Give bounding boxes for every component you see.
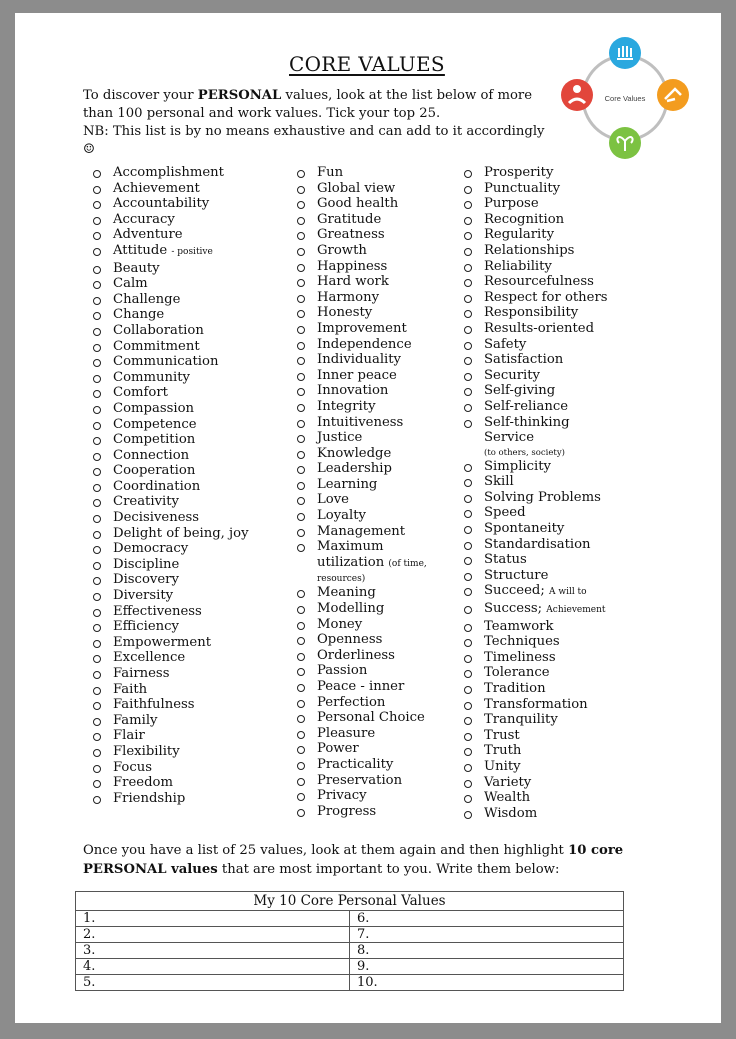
value-label: Inner peace xyxy=(317,367,397,383)
value-label: Fairness xyxy=(113,666,170,681)
list-item[interactable] xyxy=(294,305,427,321)
value-label: Communication xyxy=(113,354,219,370)
value-label: Standardisation xyxy=(484,536,591,552)
value-label: Love xyxy=(317,492,349,508)
list-item[interactable] xyxy=(461,743,608,759)
value-label: Wealth xyxy=(484,790,531,806)
value-note: - positive xyxy=(171,246,213,257)
value-label: Flair xyxy=(113,728,145,744)
value-label: Relationships xyxy=(484,242,575,258)
table-header: My 10 Core Personal Values xyxy=(76,892,624,911)
value-label: Wisdom xyxy=(484,805,538,821)
value-label: Fun xyxy=(317,165,344,180)
value-label: Integrity xyxy=(317,398,376,414)
value-label: Calm xyxy=(113,276,148,292)
list-item[interactable] xyxy=(461,352,608,368)
value-slot-cell[interactable]: 1. xyxy=(76,911,350,927)
list-item[interactable] xyxy=(461,305,608,321)
list-item[interactable] xyxy=(90,261,249,277)
list-item[interactable] xyxy=(461,274,608,290)
list-item[interactable] xyxy=(90,494,249,510)
list-item[interactable] xyxy=(294,679,427,695)
value-label: Collaboration xyxy=(113,322,204,338)
list-item[interactable] xyxy=(90,354,249,370)
value-slot-cell[interactable]: 9. xyxy=(350,959,624,975)
list-item[interactable] xyxy=(294,773,427,789)
list-item[interactable] xyxy=(294,337,427,353)
value-label: Creativity xyxy=(113,494,179,510)
list-item[interactable] xyxy=(294,430,427,446)
list-item[interactable] xyxy=(90,557,249,573)
list-item[interactable] xyxy=(90,744,249,760)
value-label: Resourcefulness xyxy=(484,274,594,290)
list-item[interactable] xyxy=(90,619,249,635)
value-label: Discipline xyxy=(113,556,180,572)
list-item[interactable] xyxy=(90,697,249,713)
list-item[interactable] xyxy=(294,415,427,431)
table-row xyxy=(76,927,624,943)
intro-note: NB: This list is by no means exhaustive and can add to it accordingly☺ xyxy=(83,124,545,157)
outro-pre: Once you have a list of 25 values, look at them again and then highlight xyxy=(83,843,569,858)
value-label: Accountability xyxy=(113,196,210,212)
value-label: Accuracy xyxy=(113,211,175,227)
list-item[interactable] xyxy=(294,196,427,212)
list-item[interactable] xyxy=(294,741,427,757)
list-item[interactable] xyxy=(461,712,608,728)
intro-text-post: values, look at the list below of more than 100 personal and work values. Tick your top 25. xyxy=(83,88,533,121)
value-label: Power xyxy=(317,741,359,757)
intro-text xyxy=(83,87,553,159)
list-item[interactable] xyxy=(90,775,249,791)
value-slot-cell[interactable]: 6. xyxy=(350,911,624,927)
value-label: Responsibility xyxy=(484,305,579,321)
list-item[interactable] xyxy=(294,757,427,773)
left-segment-icon xyxy=(561,79,593,111)
list-item[interactable] xyxy=(461,790,608,806)
value-label: Security xyxy=(484,367,540,383)
list-item[interactable] xyxy=(461,759,608,775)
value-label: Satisfaction xyxy=(484,352,564,368)
value-label: Modelling xyxy=(317,601,385,617)
value-label: Coordination xyxy=(113,478,201,494)
list-item[interactable] xyxy=(90,635,249,651)
value-label: Cooperation xyxy=(113,463,196,479)
value-label: Practicality xyxy=(317,756,394,772)
list-item[interactable] xyxy=(461,212,608,228)
value-slot-cell[interactable]: 5. xyxy=(76,975,350,991)
value-label: Global view xyxy=(317,180,396,196)
value-label: Honesty xyxy=(317,305,373,321)
value-label: Pleasure xyxy=(317,725,376,741)
value-label: Efficiency xyxy=(113,619,179,635)
value-label: Knowledge xyxy=(317,445,392,461)
list-item[interactable] xyxy=(461,537,608,553)
list-item[interactable] xyxy=(294,804,427,820)
value-label: Safety xyxy=(484,336,527,352)
value-label: Diversity xyxy=(113,588,174,604)
outro-text xyxy=(83,841,643,879)
list-item[interactable] xyxy=(90,604,249,620)
list-item[interactable] xyxy=(461,728,608,744)
value-label: Reliability xyxy=(484,258,552,274)
list-item[interactable] xyxy=(90,227,249,243)
value-label: Simplicity xyxy=(484,458,551,474)
value-label: Improvement xyxy=(317,320,407,336)
list-item[interactable] xyxy=(90,212,249,228)
value-label: Techniques xyxy=(484,634,560,650)
list-item[interactable] xyxy=(294,524,427,540)
value-label: Flexibility xyxy=(113,743,180,759)
value-label: Faith xyxy=(113,681,148,697)
value-label: Leadership xyxy=(317,461,392,477)
value-label: Adventure xyxy=(113,227,183,243)
list-item[interactable] xyxy=(461,337,608,353)
value-label: Compassion xyxy=(113,400,195,416)
table-row xyxy=(76,943,624,959)
value-label: Harmony xyxy=(317,289,380,305)
value-label: Empowerment xyxy=(113,634,212,650)
maximum-label: Maximum xyxy=(317,539,384,555)
core-values-table xyxy=(75,891,624,991)
value-label: Loyalty xyxy=(317,508,366,524)
list-item[interactable] xyxy=(461,399,608,415)
value-label: Self-giving xyxy=(484,383,556,399)
list-item[interactable] xyxy=(461,650,608,666)
list-item[interactable] xyxy=(461,259,608,275)
list-item[interactable] xyxy=(294,632,427,648)
list-item[interactable] xyxy=(461,459,608,475)
value-label: Perfection xyxy=(317,694,386,710)
list-item[interactable] xyxy=(294,399,427,415)
value-label: Orderliness xyxy=(317,647,395,663)
value-label: Structure xyxy=(484,567,549,583)
worksheet-page xyxy=(15,13,721,1023)
list-item[interactable] xyxy=(461,165,608,181)
value-label: Preservation xyxy=(317,772,403,788)
values-column-2 xyxy=(294,165,427,819)
list-item-continuation xyxy=(294,555,427,573)
list-item[interactable] xyxy=(294,243,427,259)
list-item[interactable] xyxy=(294,181,427,197)
list-item[interactable] xyxy=(294,461,427,477)
value-label: Speed xyxy=(484,505,526,521)
list-item[interactable] xyxy=(90,588,249,604)
value-label: Democracy xyxy=(113,541,189,557)
values-column-3 xyxy=(461,165,608,821)
list-item[interactable] xyxy=(90,307,249,323)
value-label: Happiness xyxy=(317,258,388,274)
value-slot-cell[interactable]: 10. xyxy=(350,975,624,991)
list-item-continuation xyxy=(461,430,608,446)
list-item[interactable] xyxy=(294,726,427,742)
value-label: Focus xyxy=(113,759,153,775)
list-item[interactable] xyxy=(461,227,608,243)
succeed-label: Succeed; xyxy=(484,583,545,599)
value-label: Intuitiveness xyxy=(317,414,404,430)
service-label: Service xyxy=(484,430,535,446)
value-label: Truth xyxy=(484,743,522,759)
list-item[interactable] xyxy=(294,321,427,337)
list-item[interactable] xyxy=(294,446,427,462)
value-label: Transformation xyxy=(484,696,588,712)
list-item[interactable] xyxy=(90,165,249,181)
list-item[interactable] xyxy=(461,583,608,601)
list-item[interactable] xyxy=(461,619,608,635)
list-item[interactable] xyxy=(90,541,249,557)
outro-post: that are most important to you. Write them below: xyxy=(217,862,560,877)
value-label: Spontaneity xyxy=(484,521,565,537)
value-slot-cell[interactable]: 4. xyxy=(76,959,350,975)
intro-bold-personal: PERSONAL xyxy=(197,88,282,103)
value-label: Greatness xyxy=(317,227,385,243)
list-item[interactable] xyxy=(90,526,249,542)
list-item[interactable] xyxy=(90,181,249,197)
value-label: Prosperity xyxy=(484,165,554,180)
value-label: Effectiveness xyxy=(113,603,202,619)
value-label: Personal Choice xyxy=(317,710,425,726)
value-label: Attitude xyxy=(113,242,168,258)
list-item[interactable] xyxy=(294,663,427,679)
outro-bold: 10 core PERSONAL values xyxy=(83,843,624,877)
value-slot-cell[interactable]: 8. xyxy=(350,943,624,959)
list-item[interactable] xyxy=(461,243,608,259)
value-label: Innovation xyxy=(317,383,389,399)
list-item[interactable] xyxy=(294,290,427,306)
list-item[interactable] xyxy=(90,292,249,308)
value-label: Unity xyxy=(484,758,521,774)
list-item[interactable] xyxy=(90,385,249,401)
value-label: Change xyxy=(113,307,165,323)
value-label: Decisiveness xyxy=(113,510,200,526)
value-label: Recognition xyxy=(484,211,565,227)
value-label: Privacy xyxy=(317,788,367,804)
service-note: (to others, society) xyxy=(484,447,565,458)
list-item[interactable] xyxy=(294,227,427,243)
intro-paragraph xyxy=(83,87,553,123)
value-label: Hard work xyxy=(317,274,389,290)
list-item[interactable] xyxy=(461,415,608,431)
value-label: Tolerance xyxy=(484,665,550,681)
value-label: Results-oriented xyxy=(484,320,595,336)
list-item[interactable] xyxy=(294,695,427,711)
list-item[interactable] xyxy=(461,181,608,197)
value-label: Friendship xyxy=(113,790,186,806)
list-item[interactable] xyxy=(90,463,249,479)
value-label: Competition xyxy=(113,432,196,448)
right-segment-icon xyxy=(657,79,689,111)
list-item[interactable] xyxy=(461,775,608,791)
value-label: Tradition xyxy=(484,681,546,696)
list-item[interactable] xyxy=(90,276,249,292)
list-item-continuation xyxy=(294,572,427,585)
value-label: Meaning xyxy=(317,585,376,601)
list-item[interactable] xyxy=(294,539,427,555)
list-item[interactable] xyxy=(294,788,427,804)
list-item[interactable] xyxy=(90,666,249,682)
value-slot-cell[interactable]: 7. xyxy=(350,927,624,943)
value-label: Commitment xyxy=(113,338,200,354)
value-label: Accomplishment xyxy=(113,165,224,180)
list-item[interactable] xyxy=(294,352,427,368)
list-item[interactable] xyxy=(294,617,427,633)
list-item[interactable] xyxy=(294,212,427,228)
value-label: Delight of being, joy xyxy=(113,525,249,541)
list-item[interactable] xyxy=(294,477,427,493)
value-label: Gratitude xyxy=(317,211,382,227)
value-label: Family xyxy=(113,712,158,728)
value-slot-cell[interactable]: 2. xyxy=(76,927,350,943)
list-item[interactable] xyxy=(461,568,608,584)
list-item[interactable] xyxy=(461,505,608,521)
list-item[interactable] xyxy=(461,806,608,822)
value-label: Solving Problems xyxy=(484,489,601,505)
value-label: Achievement xyxy=(113,180,200,196)
list-item[interactable] xyxy=(90,572,249,588)
value-label: Money xyxy=(317,616,363,632)
list-item[interactable] xyxy=(461,681,608,697)
list-item[interactable] xyxy=(90,682,249,698)
maximum-note: (of time, xyxy=(388,558,427,569)
value-label: Trust xyxy=(484,727,520,743)
list-item[interactable] xyxy=(461,196,608,212)
list-item[interactable] xyxy=(90,760,249,776)
value-label: Independence xyxy=(317,336,412,352)
value-label: Variety xyxy=(484,774,532,790)
value-label: Status xyxy=(484,552,527,568)
value-label: Punctuality xyxy=(484,180,561,196)
value-label: Management xyxy=(317,523,406,539)
list-item[interactable] xyxy=(461,601,608,619)
list-item[interactable] xyxy=(461,490,608,506)
value-label: Learning xyxy=(317,476,378,492)
list-item[interactable] xyxy=(461,290,608,306)
value-label: Respect for others xyxy=(484,289,608,305)
value-label: Growth xyxy=(317,242,367,258)
value-label: Competence xyxy=(113,416,197,432)
list-item[interactable] xyxy=(90,196,249,212)
value-label: Tranquility xyxy=(484,712,558,728)
list-item[interactable] xyxy=(90,713,249,729)
list-item[interactable] xyxy=(461,321,608,337)
value-label: Skill xyxy=(484,474,514,490)
value-label: Self-thinking xyxy=(484,414,570,430)
list-item[interactable] xyxy=(461,665,608,681)
list-item[interactable] xyxy=(461,552,608,568)
list-item[interactable] xyxy=(294,259,427,275)
list-item[interactable] xyxy=(294,274,427,290)
succeed-note: A will to xyxy=(549,587,587,598)
value-label: Self-reliance xyxy=(484,398,569,414)
table-row xyxy=(76,959,624,975)
list-item[interactable] xyxy=(90,370,249,386)
list-item[interactable] xyxy=(294,165,427,181)
maximum-note-2: resources) xyxy=(317,574,366,585)
list-item[interactable] xyxy=(90,243,249,261)
list-item[interactable] xyxy=(461,521,608,537)
value-label: Purpose xyxy=(484,196,539,212)
value-label: Timeliness xyxy=(484,649,556,665)
list-item[interactable] xyxy=(90,448,249,464)
value-label: Peace - inner xyxy=(317,679,405,694)
list-item[interactable] xyxy=(461,474,608,490)
top-segment-icon xyxy=(609,37,641,69)
intro-text-pre: To discover your xyxy=(83,88,198,103)
value-label: Faithfulness xyxy=(113,697,195,713)
value-label: Progress xyxy=(317,803,377,819)
value-label: Good health xyxy=(317,196,399,212)
list-item[interactable] xyxy=(461,634,608,650)
page-title: CORE VALUES xyxy=(289,52,445,76)
list-item[interactable] xyxy=(90,791,249,807)
value-label: Individuality xyxy=(317,352,402,368)
list-item[interactable] xyxy=(90,401,249,417)
list-item[interactable] xyxy=(461,697,608,713)
success-note: Achievement xyxy=(546,605,606,616)
list-item[interactable] xyxy=(294,383,427,399)
value-label: Teamwork xyxy=(484,618,554,634)
list-item[interactable] xyxy=(294,585,427,601)
list-item[interactable] xyxy=(461,368,608,384)
list-item[interactable] xyxy=(90,728,249,744)
list-item[interactable] xyxy=(294,492,427,508)
list-item[interactable] xyxy=(90,417,249,433)
value-label: Connection xyxy=(113,447,190,463)
list-item[interactable] xyxy=(294,368,427,384)
list-item[interactable] xyxy=(294,710,427,726)
list-item-continuation xyxy=(461,446,608,459)
list-item[interactable] xyxy=(90,323,249,339)
core-values-logo xyxy=(555,33,695,161)
list-item[interactable] xyxy=(294,648,427,664)
value-label: Openness xyxy=(317,632,383,648)
list-item[interactable] xyxy=(90,339,249,355)
list-item[interactable] xyxy=(90,479,249,495)
table-row xyxy=(76,911,624,927)
value-label: Discovery xyxy=(113,572,179,588)
table-row xyxy=(76,975,624,991)
list-item[interactable] xyxy=(294,508,427,524)
success-label: Success; xyxy=(484,601,543,617)
values-column-1 xyxy=(90,165,249,806)
logo-center-text: Core Values xyxy=(604,94,646,103)
list-item[interactable] xyxy=(90,432,249,448)
value-label: Passion xyxy=(317,663,368,679)
value-label: Comfort xyxy=(113,385,168,401)
value-slot-cell[interactable]: 3. xyxy=(76,943,350,959)
utilization-label: utilization xyxy=(317,554,385,570)
value-label: Community xyxy=(113,369,190,385)
list-item[interactable] xyxy=(461,383,608,399)
value-label: Challenge xyxy=(113,291,181,307)
list-item[interactable] xyxy=(294,601,427,617)
value-label: Regularity xyxy=(484,227,555,243)
value-label: Excellence xyxy=(113,650,186,666)
value-label: Justice xyxy=(317,430,363,446)
list-item[interactable] xyxy=(90,510,249,526)
list-item[interactable] xyxy=(90,650,249,666)
value-label: Beauty xyxy=(113,260,160,276)
value-label: Freedom xyxy=(113,775,173,791)
